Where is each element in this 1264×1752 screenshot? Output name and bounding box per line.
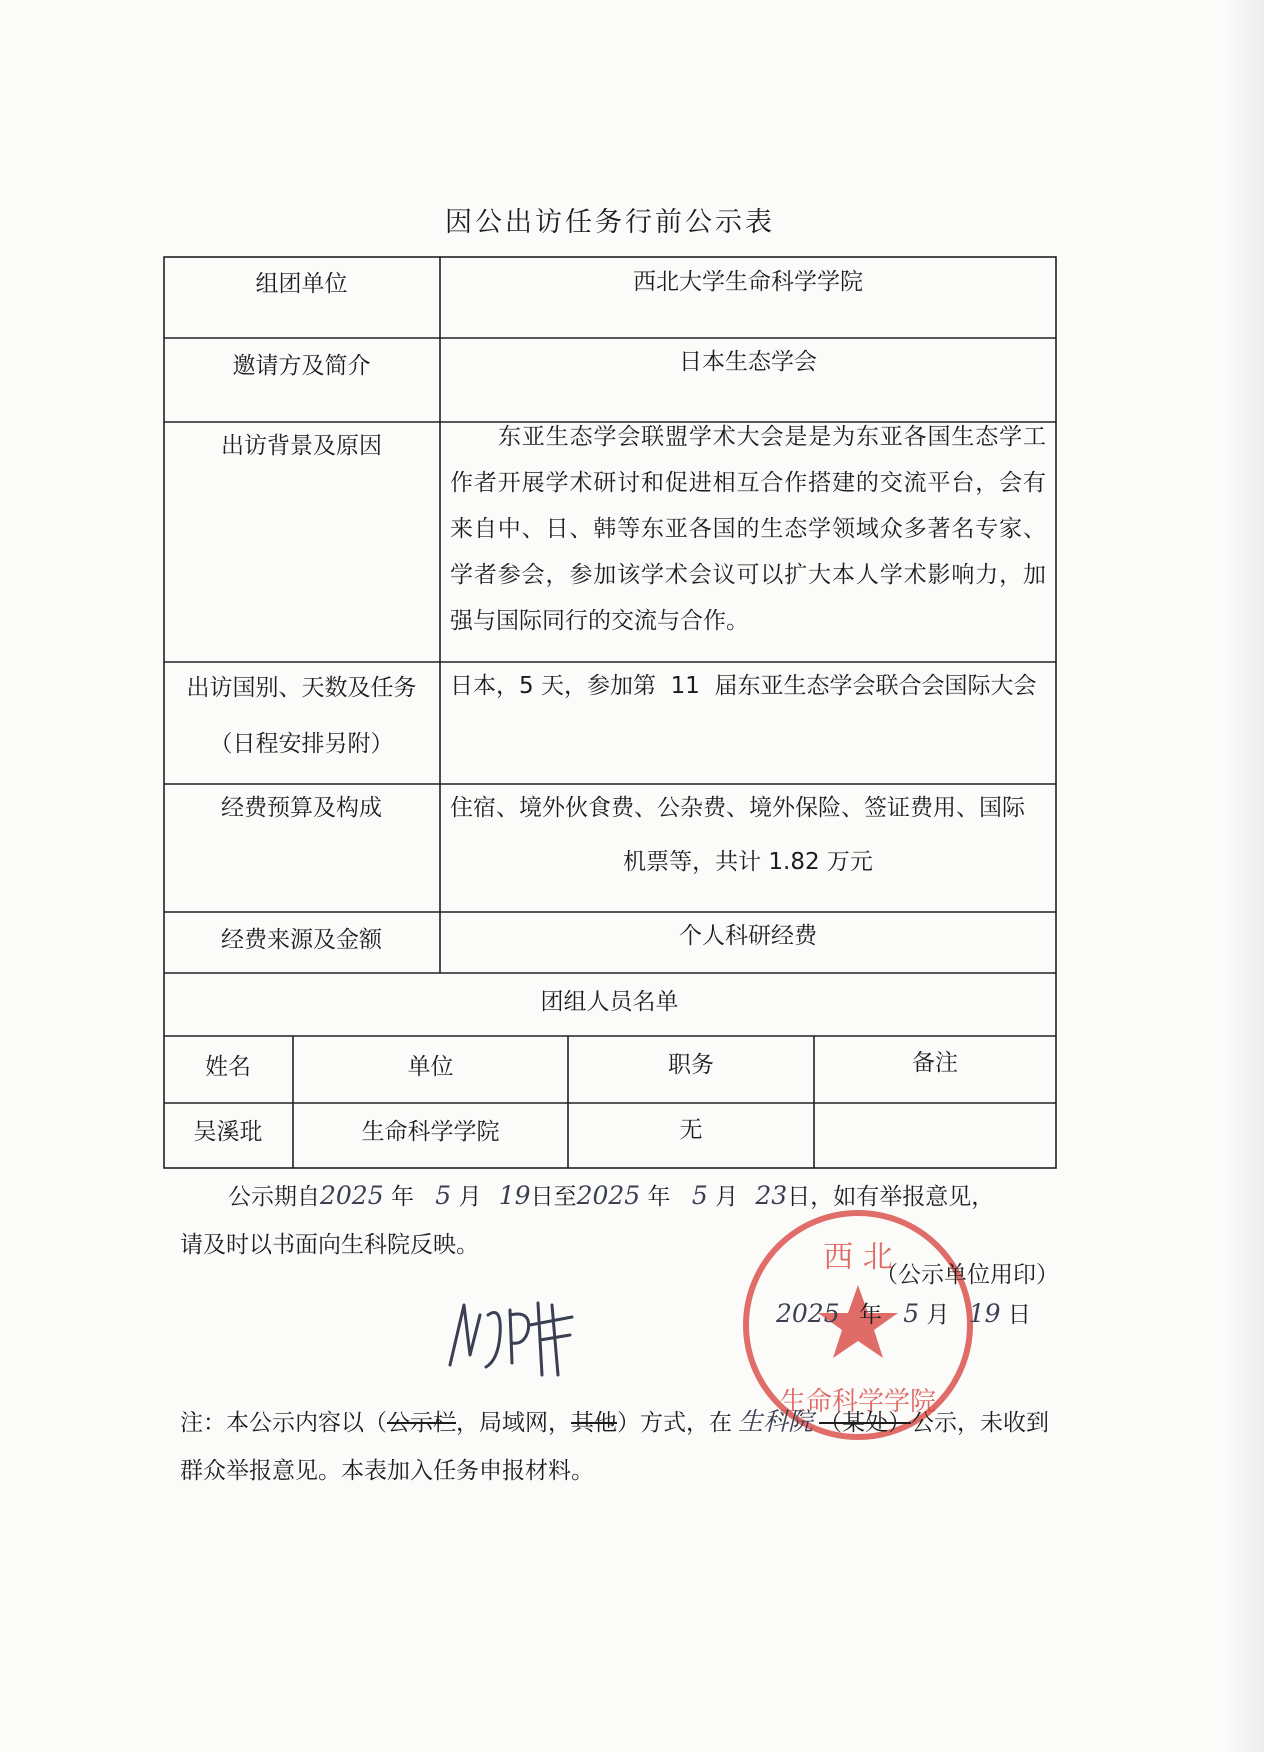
note-prefix: 注：本公示内容以（ <box>180 1410 387 1436</box>
table-grid-lines <box>163 256 1057 1169</box>
notice-year-label: 年 <box>390 1184 414 1210</box>
notice-end-month: 5 <box>691 1181 708 1210</box>
seal-text-top: 西 北 <box>823 1240 893 1275</box>
roster-header-remark: 备注 <box>912 1050 958 1076</box>
signature-icon <box>440 1285 590 1385</box>
note-place-placeholder: （某处） <box>819 1410 912 1436</box>
notice-end-day: 23 <box>755 1181 788 1210</box>
stamp-date <box>776 1296 1031 1329</box>
roster-header-unit: 单位 <box>407 1054 454 1080</box>
notice-month-label-2: 月 <box>715 1184 739 1210</box>
roster-cell-position: 无 <box>679 1117 703 1143</box>
roster-title: 团组人员名单 <box>540 989 679 1015</box>
notice-start-month: 5 <box>435 1181 452 1210</box>
notice-line-2: 请及时以书面向生科院反映。 <box>180 1232 479 1258</box>
notice-text-to: 日至 <box>530 1184 577 1210</box>
roster-header-name: 姓名 <box>205 1054 251 1080</box>
note-option-intranet: ，局域网， <box>456 1410 571 1436</box>
stamp-label: （公示单位用印） <box>875 1262 1059 1288</box>
value-budget-line2: 机票等，共计 1.82 万元 <box>623 849 873 875</box>
value-destination-days-task: 日本，5 天，参加第 11 届东亚生态学会联合会国际大会 <box>450 673 1037 699</box>
label-destination-days-task: 出访国别、天数及任务 <box>186 675 417 701</box>
form-table <box>163 256 1057 1169</box>
note-suffix: 公示，未收到群众举报意见。本表加入任务申报材料。 <box>180 1410 1050 1484</box>
scan-edge-shadow <box>1224 0 1264 1752</box>
value-fund-source: 个人科研经费 <box>679 923 817 949</box>
notice-start-day: 19 <box>498 1181 531 1210</box>
label-schedule-note: （日程安排另附） <box>209 731 394 757</box>
stamp-date-month: 5 <box>903 1299 920 1328</box>
label-organizing-unit: 组团单位 <box>255 271 348 297</box>
notice-start-year: 2025 <box>320 1181 384 1210</box>
footnote <box>180 1398 1060 1495</box>
label-budget: 经费预算及构成 <box>221 795 382 821</box>
label-inviting-party: 邀请方及简介 <box>232 353 371 379</box>
note-place-handwritten: 生科院 <box>738 1407 814 1436</box>
stamp-date-day: 19 <box>968 1299 1001 1328</box>
label-fund-source: 经费来源及金额 <box>221 927 382 953</box>
stamp-date-year: 2025 <box>776 1299 840 1328</box>
value-visit-background: 东亚生态学会联盟学术大会是是为东亚各国生态学工作者开展学术研讨和促进相互合作搭建的交流平台，会有来自中、日、韩等东亚各国的生态学领域众多著名专家、学者参会，参加该学术会议可以扩大本人学术影响力，加强与国际同行的交流与合作。 <box>450 424 1046 634</box>
notice-end-year: 2025 <box>576 1181 641 1210</box>
note-option-bulletin: 公示栏 <box>387 1410 456 1436</box>
page-title: 因公出访任务行前公示表 <box>445 207 775 238</box>
value-budget-line1: 住宿、境外伙食费、公杂费、境外保险、签证费用、国际 <box>450 795 1025 821</box>
notice-text-report: 日，如有举报意见， <box>787 1184 995 1210</box>
notice-month-label: 月 <box>458 1184 482 1210</box>
notice-year-label-2: 年 <box>647 1184 671 1210</box>
seal-text-bottom: 生命科学学院 <box>779 1387 937 1417</box>
value-inviting-party: 日本生态学会 <box>679 349 817 375</box>
roster-header-position: 职务 <box>668 1052 714 1078</box>
label-visit-background: 出访背景及原因 <box>221 433 382 459</box>
stamp-date-month-label: 月 <box>926 1302 950 1328</box>
signature <box>440 1285 590 1385</box>
note-method: ）方式，在 <box>617 1410 732 1436</box>
stamp-date-day-label: 日 <box>1007 1302 1031 1328</box>
roster-cell-unit: 生命科学学院 <box>361 1119 500 1145</box>
stamp-date-year-label: 年 <box>858 1302 882 1328</box>
note-option-other: 其他 <box>571 1410 617 1436</box>
notice-text-from: 公示期自 <box>228 1184 320 1210</box>
value-organizing-unit: 西北大学生命科学学院 <box>633 269 863 295</box>
roster-cell-name: 吴溪玭 <box>193 1119 263 1145</box>
